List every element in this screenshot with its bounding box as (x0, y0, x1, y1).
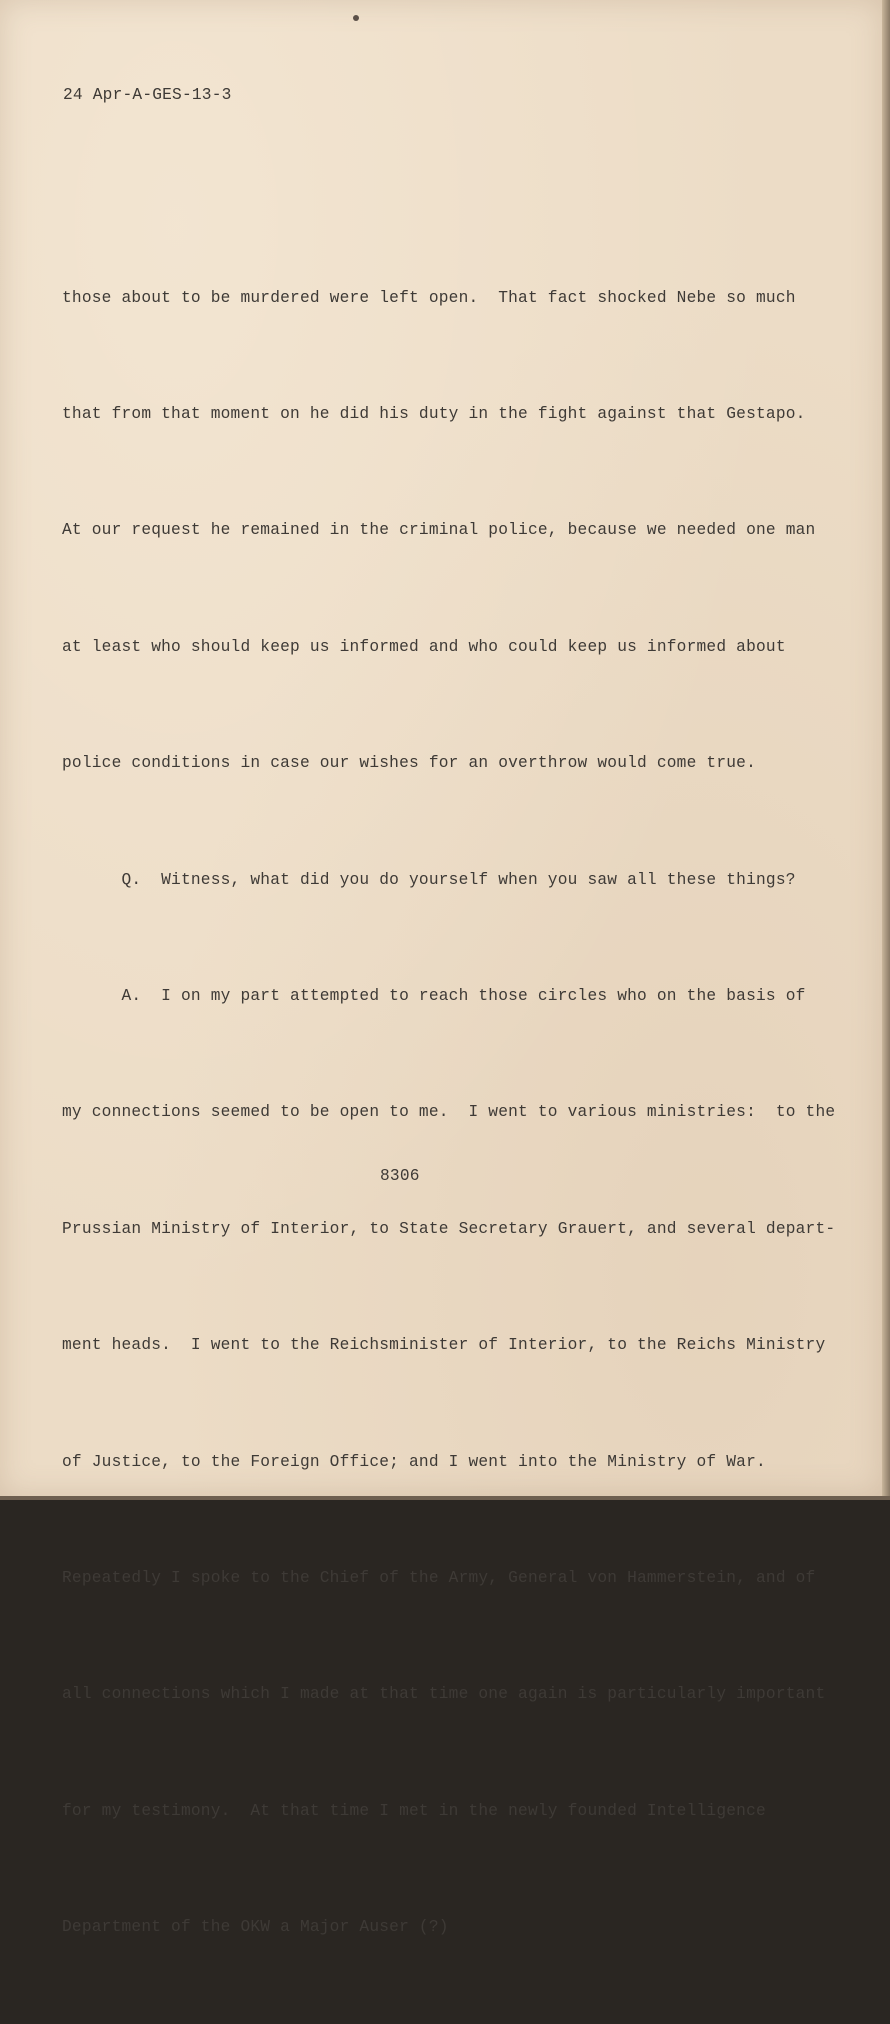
text-line: Department of the OKW a Major Auser (?) (62, 1908, 835, 1947)
text-line: all connections which I made at that time one again is particularly important (62, 1675, 835, 1714)
text-line: of Justice, to the Foreign Office; and I went into the Ministry of War. (62, 1443, 835, 1482)
page-edge-bottom (0, 1496, 890, 1500)
document-header: 24 Apr-A-GES-13-3 (63, 86, 232, 104)
answer-line: A. I on my part attempted to reach those circles who on the basis of (62, 977, 835, 1016)
text-line: police conditions in case our wishes for an overthrow would come true. (62, 744, 835, 783)
text-line: those about to be murdered were left open. That fact shocked Nebe so much (62, 279, 835, 318)
text-line: Prussian Ministry of Interior, to State Secretary Grauert, and several depart- (62, 1210, 835, 1249)
text-line: for my testimony. At that time I met in the newly founded Intelligence (62, 1792, 835, 1831)
page-number: 8306 (380, 1167, 420, 1185)
document-body (62, 201, 835, 2024)
punch-hole (353, 15, 359, 21)
question-line: Q. Witness, what did you do yourself when you saw all these things? (62, 861, 835, 900)
text-line: at least who should keep us informed and who could keep us informed about (62, 628, 835, 667)
text-line: that from that moment on he did his duty in the fight against that Gestapo. (62, 395, 835, 434)
text-line: Repeatedly I spoke to the Chief of the Army, General von Hammerstein, and of (62, 1559, 835, 1598)
text-line: At our request he remained in the criminal police, because we needed one man (62, 511, 835, 550)
page-edge-right (882, 0, 890, 1500)
text-line: my connections seemed to be open to me. I went to various ministries: to the (62, 1093, 835, 1132)
text-line: ment heads. I went to the Reichsminister of Interior, to the Reichs Ministry (62, 1326, 835, 1365)
